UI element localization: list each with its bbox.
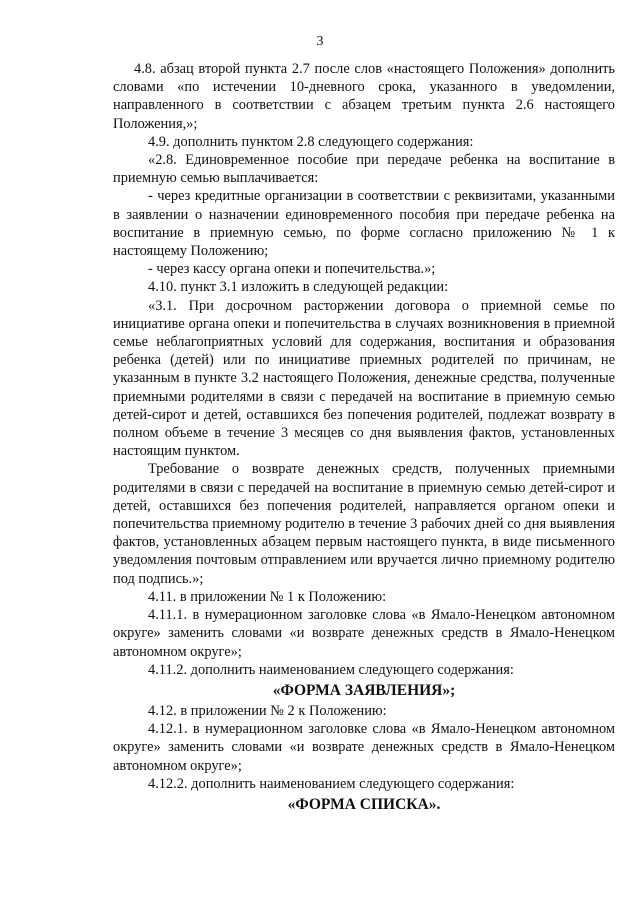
paragraph-3-1: «3.1. При досрочном расторжении договора о приемной семье по инициативе органа опеки и попечительства в случаях возникновения в приемной семье неблагоприятных условий для содержания, воспитания и образования ребенка (детей) или по инициативе приемных родителей по причинам, не указанным в пункте 3.2 настоящего Положения, денежные средства, полученные приемными родителями в связи с передачей на воспитание в приемную семью детей-сирот и детей, оставшихся без попечения родителей, подлежат возврату в полном объеме в течение 3 месяцев со дня выявления фактов, установленных настоящим пунктом. (113, 297, 615, 460)
paragraph-4-12: 4.12. в приложении № 2 к Положению: (148, 702, 387, 719)
paragraph-refund-requirement: Требование о возврате денежных средств, полученных приемными родителями в связи с передачей на воспитание в приемную семью детей-сирот и детей, оставшихся без попечения родителей, направляется органом опеки и попечительства приемному родителю в течение 3 рабочих дней со дня выявления фактов, установленных абзацем первым настоящего пункта, в виде письменного уведомления почтовым отправлением или вручается лично приемному родителю под подпись.»; (113, 461, 615, 587)
paragraph-credit-orgs: - через кредитные организации в соответствии с реквизитами, указанными в заявлении о назначении единовременного пособия при передаче ребенка на воспитание в приемную семью, по форме согласно приложению № 1 к настоящему Положению; (113, 188, 615, 260)
paragraph-2-8: «2.8. Единовременное пособие при передаче ребенка на воспитание в приемную семью выплачивается: (113, 152, 615, 187)
paragraph-4-10: 4.10. пункт 3.1 изложить в следующей редакции: (148, 279, 449, 296)
paragraph-4-12-2: 4.12.2. дополнить наименованием следующего содержания: (148, 775, 515, 792)
document-body (113, 60, 615, 816)
heading-form-list: «ФОРМА СПИСКА». (287, 795, 441, 813)
heading-form-application: «ФОРМА ЗАЯВЛЕНИЯ»; (272, 681, 456, 699)
paragraph-4-11-2: 4.11.2. дополнить наименованием следующего содержания: (148, 661, 514, 678)
paragraph-4-11-1: 4.11.1. в нумерационном заголовке слова «в Ямало-Ненецком автономном округе» заменить словами «и возврате денежных средств в Ямало-Ненецком автономном округе»; (113, 607, 615, 660)
paragraph-4-9: 4.9. дополнить пунктом 2.8 следующего содержания: (148, 133, 474, 150)
paragraph-cash-desk: - через кассу органа опеки и попечительства.»; (148, 261, 436, 278)
paragraph-4-8: 4.8. абзац второй пункта 2.7 после слов «настоящего Положения» дополнить словами «по истечении 10-дневного срока, указанного в уведомлении, направленного в соответствии с абзацем третьим пункта 2.6 настоящего Положения,»; (113, 61, 615, 132)
paragraph-4-12-1: 4.12.1. в нумерационном заголовке слова «в Ямало-Ненецком автономном округе» заменить словами «и возврате денежных средств в Ямало-Ненецком автономном округе»; (113, 721, 615, 774)
paragraph-4-11: 4.11. в приложении № 1 к Положению: (148, 588, 387, 605)
page-number: 3 (316, 34, 324, 49)
